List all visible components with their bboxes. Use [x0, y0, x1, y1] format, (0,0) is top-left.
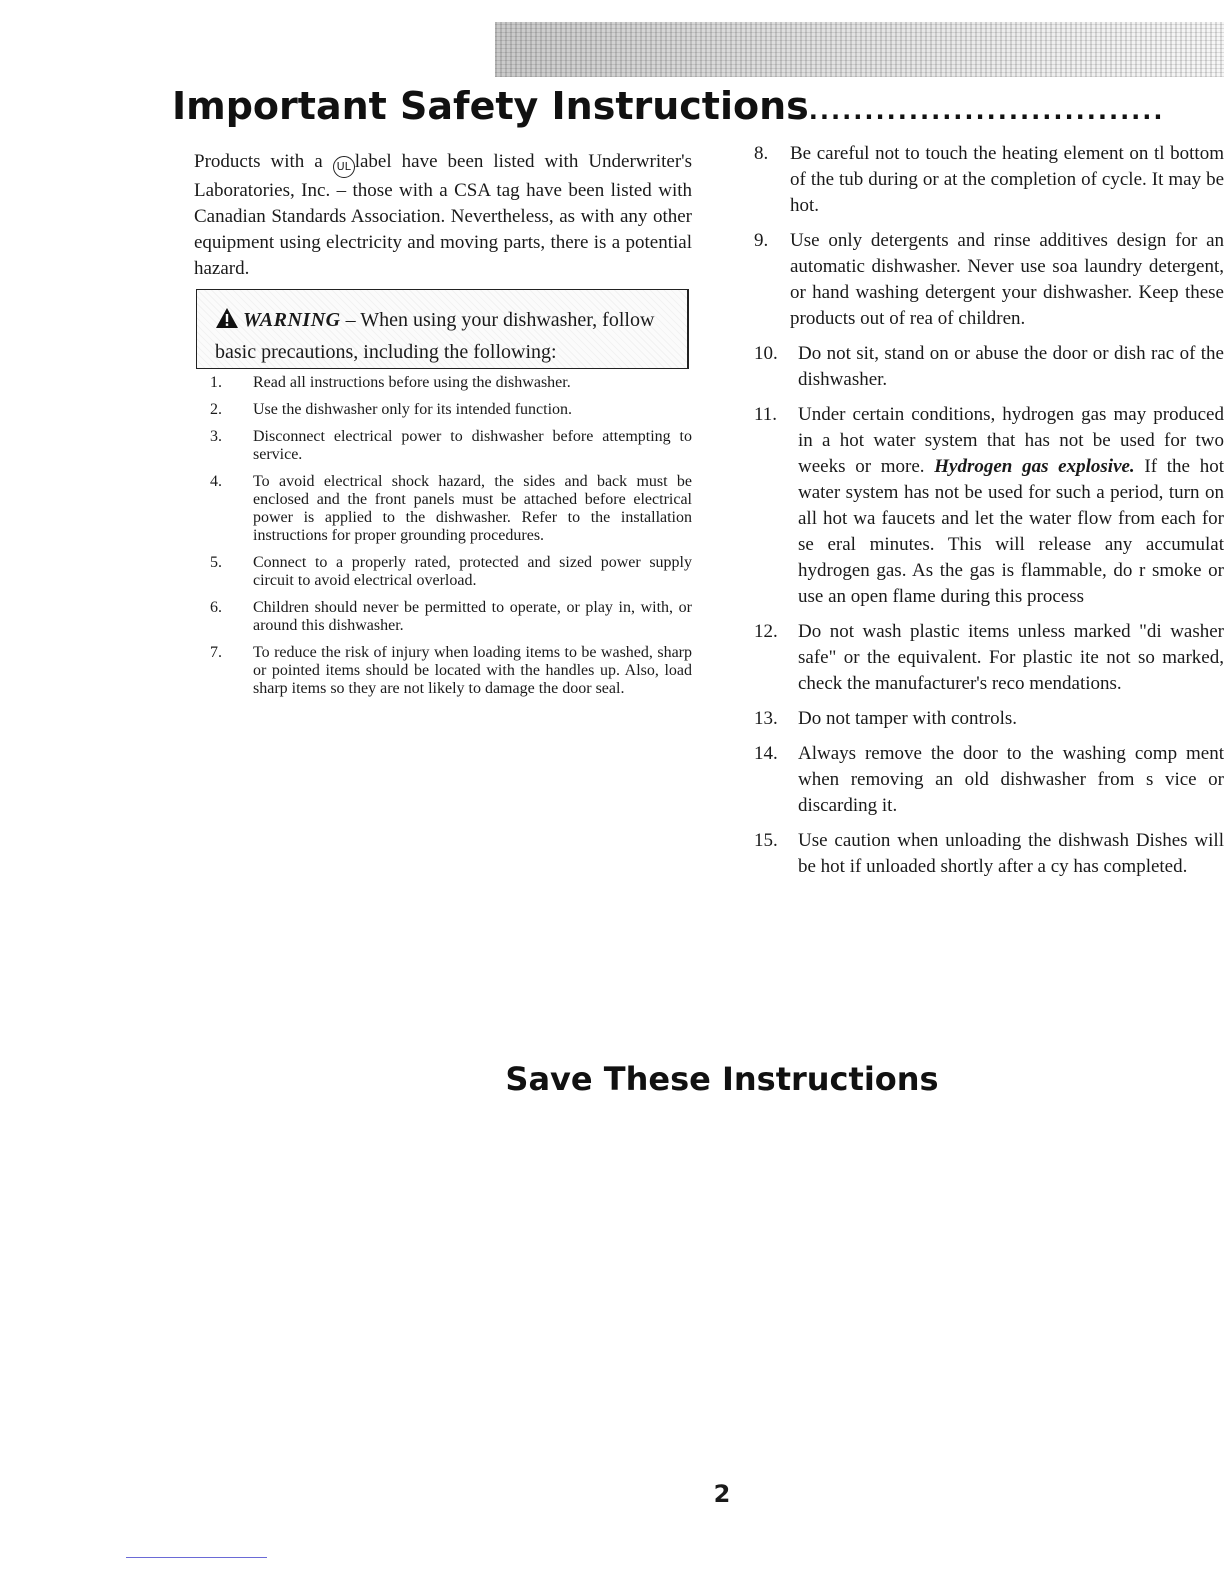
- item-text: Use caution when unloading the dishwash Dishes will be hot if unloaded shortly after a cy has completed.: [798, 830, 1224, 877]
- left-instruction-list: [210, 374, 692, 707]
- intro-paragraph: [194, 149, 692, 282]
- item-text: If the hot water system has not be used for such a period, turn on all hot wa faucets and let the water flow from each for se eral minutes. This will release any accumulat hydrogen gas. As the gas is flammable, do r smoke or use an open flame during this process: [798, 456, 1224, 607]
- item-number: 3.: [210, 428, 222, 445]
- item-text: To avoid electrical shock hazard, the sides and back must be enclosed and the front panels must be attached before electrical power is applied to the dishwasher. Refer to the installation instructions for proper grounding procedures.: [253, 473, 692, 544]
- item-number: 8.: [754, 143, 769, 164]
- item-text: Disconnect electrical power to dishwasher before attempting to service.: [253, 428, 692, 463]
- item-number: 1.: [210, 374, 222, 391]
- warning-text-block: [215, 306, 675, 367]
- header-halftone-band: [495, 22, 1224, 77]
- warning-dash: –: [340, 309, 361, 331]
- item-text: Children should never be permitted to operate, or play in, with, or around this dishwasher.: [253, 599, 692, 634]
- item-number: 13.: [754, 708, 778, 729]
- item-text: Under certain conditions, hydrogen gas may produced in a hot water system that has not be used for two weeks or more.: [798, 404, 1224, 477]
- intro-text-rest: label have been listed with Underwriter's Laboratories, Inc. – those with a CSA tag have been listed with Canadian Standards Association. Nevertheless, as with any other equipment using electricity and moving parts, there is a potential hazard.: [194, 151, 692, 279]
- left-column: [194, 149, 692, 282]
- item-number: 4.: [210, 473, 222, 490]
- bottom-rule: [126, 1557, 267, 1558]
- page-title-text: Important Safety Instructions: [172, 84, 809, 128]
- title-leader-dots: ................................: [808, 97, 1165, 125]
- item-text: Connect to a properly rated, protected and sized power supply circuit to avoid electrical overload.: [253, 554, 692, 589]
- list-item: [210, 428, 692, 464]
- list-item: [754, 706, 1224, 732]
- list-item: [754, 228, 1224, 332]
- item-number: 2.: [210, 401, 222, 418]
- item-text: Use only detergents and rinse additives design for an automatic dishwasher. Never use soa laundry detergent, or hand washing detergent your dishwasher. Keep these products out of rea of children.: [790, 230, 1224, 329]
- right-instruction-list: [754, 141, 1224, 880]
- warning-box: [196, 289, 689, 369]
- item-text: Always remove the door to the washing comp ment when removing an old dishwasher from s vice or discarding it.: [798, 743, 1224, 816]
- list-item: [754, 141, 1224, 219]
- ul-listing-mark-icon: UL: [333, 156, 355, 178]
- list-item: [754, 741, 1224, 819]
- list-item: [754, 619, 1224, 697]
- list-item: [754, 402, 1224, 610]
- item-number: 12.: [754, 621, 778, 642]
- item-number: 5.: [210, 554, 222, 571]
- list-item: [210, 644, 692, 698]
- item-number: 14.: [754, 743, 778, 764]
- item-text: Do not sit, stand on or abuse the door or dish rac of the dishwasher.: [798, 343, 1224, 390]
- intro-text-start: Products with a: [194, 151, 333, 172]
- list-item: [754, 828, 1224, 880]
- list-item: [210, 554, 692, 590]
- warning-triangle-icon: [215, 307, 239, 338]
- list-item: [210, 473, 692, 545]
- list-item: [210, 401, 692, 419]
- item-number: 15.: [754, 830, 778, 851]
- item-number: 9.: [754, 230, 769, 251]
- warning-label: WARNING: [243, 309, 341, 331]
- item-number: 7.: [210, 644, 222, 661]
- list-item: [210, 599, 692, 635]
- save-instructions-heading: Save These Instructions: [505, 1060, 939, 1098]
- item-text: To reduce the risk of injury when loading items to be washed, sharp or pointed items should be located with the handles up. Also, load sharp items so they are not likely to damage the door seal.: [253, 644, 692, 697]
- item-number: 11.: [754, 404, 778, 425]
- item-text: Do not tamper with controls.: [798, 708, 1017, 729]
- item-number: 10.: [754, 343, 778, 364]
- item-text: Do not wash plastic items unless marked "di washer safe" or the equivalent. For plastic ite not so marked, check the manufacturer's reco mendations.: [798, 621, 1224, 694]
- list-item: [210, 374, 692, 392]
- page-title: [172, 78, 1224, 134]
- item-number: 6.: [210, 599, 222, 616]
- item-text: Be careful not to touch the heating element on tl bottom of the tub during or at the completion of cycle. It may be hot.: [790, 143, 1224, 216]
- page-number: 2: [713, 1480, 731, 1508]
- warning-message: When using your dishwasher, follow basic precautions, including the following:: [215, 309, 655, 363]
- item-text: Use the dishwasher only for its intended function.: [253, 401, 573, 418]
- right-column: [754, 141, 1224, 889]
- list-item: [754, 341, 1224, 393]
- item-emphasis: Hydrogen gas explosive.: [934, 456, 1135, 477]
- item-text: Read all instructions before using the dishwasher.: [253, 374, 571, 391]
